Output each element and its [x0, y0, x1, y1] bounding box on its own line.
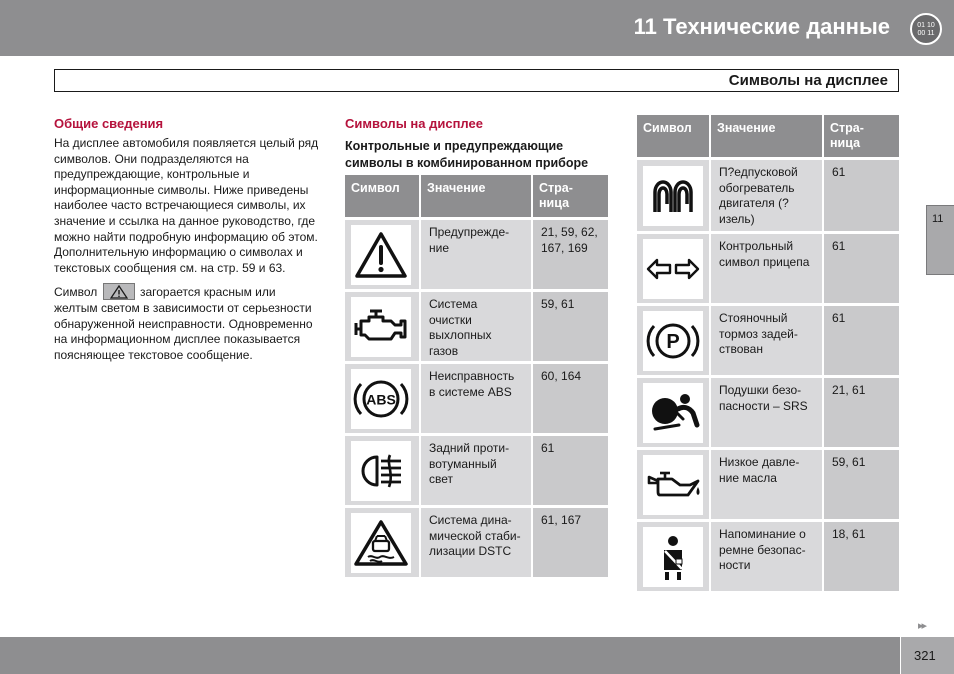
- meaning-cell: Стояночный тормоз задей- ствован: [710, 305, 823, 377]
- page-cell: 61: [823, 305, 899, 377]
- symbols-table-2: [637, 115, 899, 594]
- next-page-arrows-icon[interactable]: ▸▸: [918, 620, 926, 632]
- abs-icon: [351, 369, 411, 429]
- page-cell: 21, 61: [823, 377, 899, 449]
- meaning-cell: Низкое давле- ние масла: [710, 449, 823, 521]
- airbag-srs-icon: [643, 383, 703, 443]
- header-meaning: Значение: [710, 115, 823, 159]
- meaning-cell: Задний проти- вотуманный свет: [420, 435, 532, 507]
- svg-text:P: P: [666, 330, 680, 353]
- table-row: [345, 507, 608, 579]
- header-page: Стра- ница: [532, 175, 608, 219]
- svg-text:ABS: ABS: [366, 391, 396, 407]
- header-bar: [0, 0, 954, 56]
- page-cell: 59, 61: [532, 291, 608, 363]
- trailer-indicator-icon: [643, 239, 703, 299]
- header-symbol: Символ: [345, 175, 420, 219]
- general-info-heading: Общие сведения: [54, 116, 164, 131]
- warning-triangle-icon: [351, 225, 411, 285]
- general-info-column: [54, 116, 320, 363]
- page-cell: 61: [823, 159, 899, 233]
- section-title-box: [54, 69, 899, 92]
- table-header-row: [345, 175, 608, 219]
- table-row: [637, 521, 899, 593]
- page-number: 321: [914, 648, 936, 663]
- warning-triangle-icon: [103, 283, 135, 300]
- footer-bar: [0, 637, 900, 674]
- header-symbol: Символ: [637, 115, 710, 159]
- page-cell: 61, 167: [532, 507, 608, 579]
- meaning-cell: Неисправность в системе ABS: [420, 363, 532, 435]
- table-row: [637, 159, 899, 233]
- general-info-paragraph: На дисплее автомобиля появляется целый ряд символов. Они подразделяются на предупреждающие, контрольные и информационные символы. Ниже приведены наиболее часто встречающиеся символы, их значение и ссылка на данное руководство, где можно найти подробную информацию об этом. Дополнительную информацию о символах и текстовых сообщения см. на стр. 59 и 63.: [54, 136, 319, 275]
- table-row: [637, 233, 899, 305]
- display-symbols-header: [345, 116, 615, 172]
- page-cell: 61: [823, 233, 899, 305]
- oil-pressure-icon: [643, 455, 703, 515]
- paragraph2-lead: Символ: [54, 285, 98, 300]
- chapter-side-tab[interactable]: [926, 205, 954, 275]
- table-header-row: [637, 115, 899, 159]
- page-cell: 61: [532, 435, 608, 507]
- emblem-line-1: 01 10: [917, 22, 935, 29]
- page-cell: 60, 164: [532, 363, 608, 435]
- chapter-title: 11 Технические данные: [633, 14, 890, 39]
- header-page: Стра- ница: [823, 115, 899, 159]
- meaning-cell: Система очистки выхлопных газов: [420, 291, 532, 363]
- table-row: [345, 291, 608, 363]
- glow-plug-icon: [643, 166, 703, 226]
- meaning-cell: Предупрежде- ние: [420, 219, 532, 291]
- parking-brake-icon: [643, 311, 703, 371]
- page-cell: 21, 59, 62, 167, 169: [532, 219, 608, 291]
- meaning-cell: Контрольный символ прицепа: [710, 233, 823, 305]
- meaning-cell: Подушки безо- пасности – SRS: [710, 377, 823, 449]
- table-row: [637, 377, 899, 449]
- display-symbols-heading: Символы на дисплее: [345, 116, 483, 131]
- dstc-icon: [351, 513, 411, 573]
- display-symbols-subheading: Контрольные и предупреждающие символы в комбинированном приборе: [345, 139, 589, 170]
- emblem-line-2: 00 11: [917, 30, 935, 37]
- engine-icon: [351, 297, 411, 357]
- meaning-cell: П?едпусковой обогреватель двигателя (? изель): [710, 159, 823, 233]
- table-row: [345, 219, 608, 291]
- table-row: [345, 435, 608, 507]
- table-row: [637, 305, 899, 377]
- paragraph2-rest: загорается красным или желтым светом в зависимости от серьезности обнаруженной неисправности. Одновременно на информационном дисплее показывается поясняющее текстовое сообщение.: [54, 285, 313, 362]
- header-meaning: Значение: [420, 175, 532, 219]
- seatbelt-reminder-icon: [643, 527, 703, 587]
- page-number-box: [900, 637, 954, 674]
- symbols-table-1: [345, 175, 608, 580]
- chapter-emblem-icon: [910, 13, 942, 45]
- meaning-cell: Напоминание о ремне безопас- ности: [710, 521, 823, 593]
- meaning-cell: Система дина- мической стаби- лизации DSTC: [420, 507, 532, 579]
- table-row: [637, 449, 899, 521]
- side-tab-label: 11: [932, 213, 944, 225]
- section-title: Символы на дисплее: [728, 72, 888, 89]
- page-cell: 59, 61: [823, 449, 899, 521]
- warning-symbol-paragraph: [54, 283, 320, 363]
- table-row: [345, 363, 608, 435]
- page-cell: 18, 61: [823, 521, 899, 593]
- rear-fog-light-icon: [351, 441, 411, 501]
